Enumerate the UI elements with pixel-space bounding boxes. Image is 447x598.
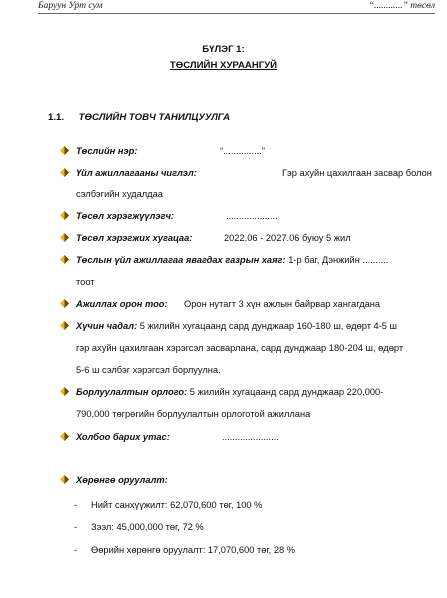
workforce-value: Орон нутагт 3 хүн ажлын байрвар хангагдана [184,299,381,309]
phone-label: Холбоо барих утас: [76,432,170,442]
capacity-value-line1: 5 жилийн хугацаанд сард дунджаар 160-180 ш, өдөрт 4-5 ш [137,321,398,331]
project-name-label: Төслийн нэр: [76,146,138,156]
activity-label: Үйл ажиллагааны чиглэл: [76,168,197,178]
location-value-line1: 1-р баг, Дэнжийн .......... [285,255,389,265]
diamond-arrow-bullet-icon [60,321,69,330]
implementer-label: Төсөл хэрэгжүүлэгч: [76,211,174,221]
revenue-label: Борлуулалтын орлого: [76,387,188,397]
diamond-arrow-bullet-icon [60,255,69,264]
capacity-value-line3: 5-6 ш сэлбэг хэрэгсэл борлуулна. [76,365,221,375]
activity-value-line2: сэлбэгийн худалдаа [76,189,163,199]
project-name-value: “...............” [220,146,265,156]
header-right-text: “............” төсөл [368,1,435,11]
diamond-arrow-bullet-icon [60,168,69,177]
duration-label: Төсөл хэрэгжих хугацаа: [76,233,193,243]
capacity-label: Хүчин чадал: [76,321,138,331]
duration-value: 2022.06 - 2027.06 буюу 5 жил [224,233,351,243]
location-value-line2: тоот [76,277,95,287]
investment-list-item [74,522,204,532]
chapter-subtitle: ТӨСЛИЙН ХУРААНГУЙ [169,60,278,71]
section-number: 1.1. [48,112,65,123]
dash-marker: - [74,500,78,510]
location-label: Төслын үйл ажиллагаа явагдах газрын хаяг: [76,255,286,265]
revenue-value-line1: 5 жилийн хугацаанд сард дунджаар 220,000- [187,387,384,397]
diamond-arrow-bullet-icon [60,233,69,242]
investment-own: Өөрийн хөрөнгө оруулалт: 17,070,600 төг, 28 % [91,545,296,555]
chapter-title: БҮЛЭГ 1: [202,44,245,55]
investment-loan: Зээл: 45,000,000 төг, 72 % [91,522,204,532]
investment-total: Нийт санхүүжилт: 62,070,600 төг, 100 % [91,500,263,510]
capacity-value-line2: гэр ахуйн цахилгаан хэрэгсэл засварлана, сард дунджаар 180-204 ш, өдөрт [76,343,404,353]
section-title: ТӨСЛИЙН ТОВЧ ТАНИЛЦУУЛГА [78,112,231,123]
investment-list-item [74,545,295,555]
page-header [38,0,435,14]
section-heading [48,112,230,123]
phone-value: ...................... [222,432,279,442]
implementer-value: .................... [226,211,278,221]
diamond-arrow-bullet-icon [60,475,69,484]
investment-label: Хөрөнгө оруулалт: [76,475,168,485]
diamond-arrow-bullet-icon [60,146,69,155]
dash-marker: - [74,545,78,555]
diamond-arrow-bullet-icon [60,211,69,220]
workforce-label: Ажиллах орон тоо: [76,299,168,309]
investment-list-item [74,500,262,510]
dash-marker: - [74,522,78,532]
revenue-value-line2: 790,000 төгрөгийн борлуулалтын орлоготой ажиллана [76,409,311,419]
diamond-arrow-bullet-icon [60,432,69,441]
diamond-arrow-bullet-icon [60,299,69,308]
diamond-arrow-bullet-icon [60,387,69,396]
header-left-text: Баруун Урт сум [38,1,103,11]
activity-value-line1: Гэр ахуйн цахилгаан засвар болон [282,168,432,178]
